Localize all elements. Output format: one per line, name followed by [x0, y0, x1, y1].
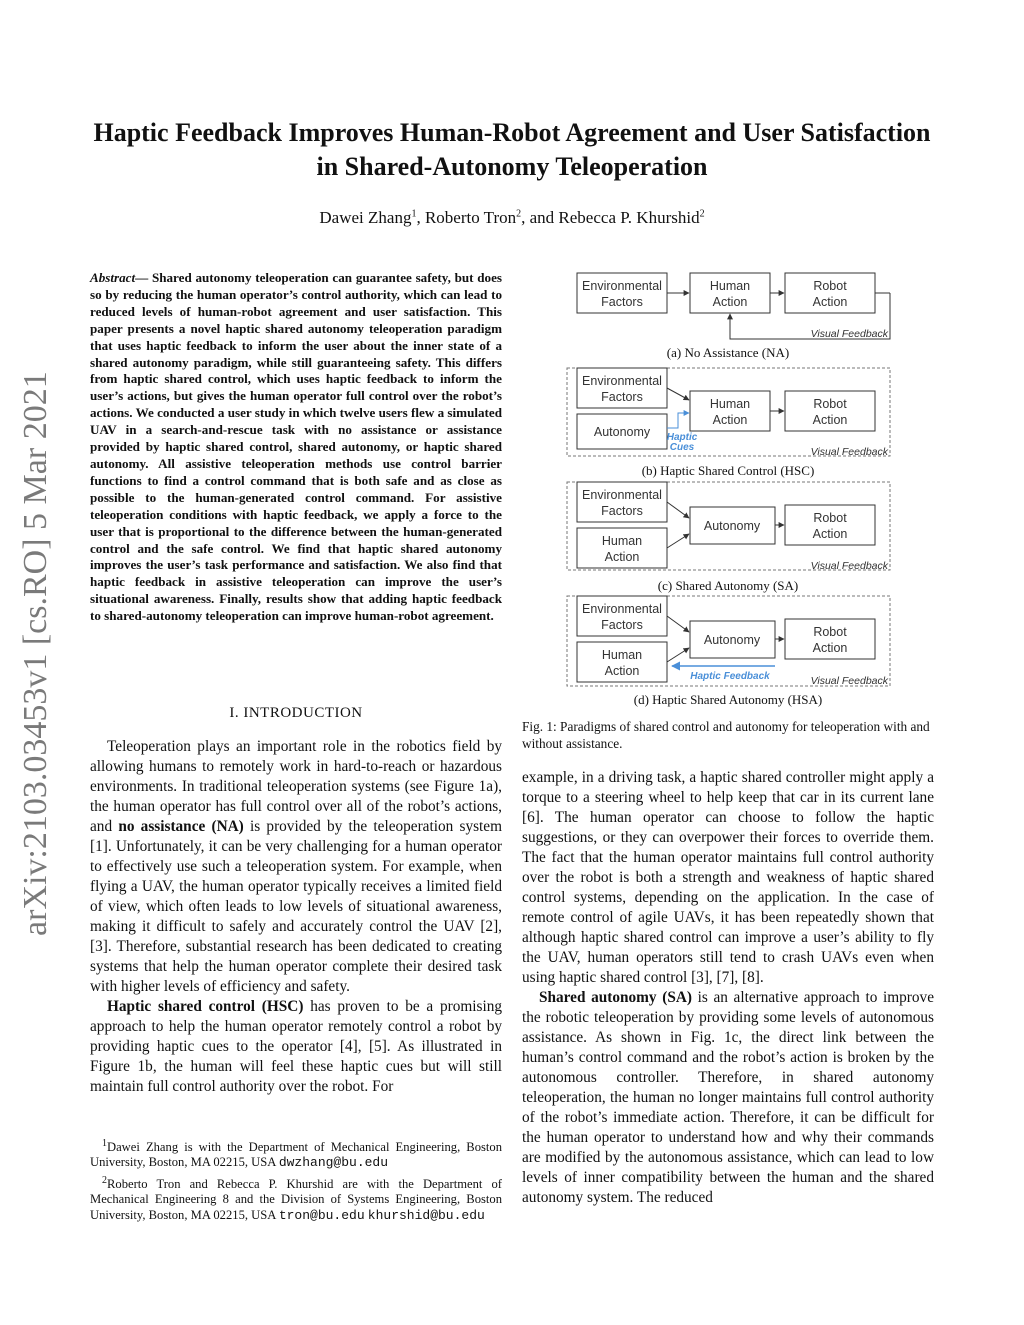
figure-caption	[522, 718, 934, 752]
arxiv-id: arXiv:2103.03453v1 [cs.RO] 5 Mar 2021	[17, 371, 54, 936]
footnote-mark: 1	[102, 1138, 107, 1149]
box-label: Action	[812, 295, 848, 309]
box-label: Action	[712, 413, 748, 427]
paragraph: example, in a driving task, a haptic shared controller might apply a torque to a steering wheel to help keep that car in its current lane [6]. The human operator can choose to follow the haptic suggestions, or they can overpower their forces to override them. The fact that the human operator maintains full control authority over the robot is both a strength and weakness of haptic shared control systems, depending on the application. In the case of remote control of agile UAVs, it has been repeatedly shown that although haptic shared control can improve a user’s ability to fly the UAV, human operators still tend to crash UAVs even when using haptic shared control [3], [7], [8].	[522, 769, 934, 986]
right-column-text	[522, 768, 934, 1208]
text-run: is provided by the teleoperation system [1]. Unfortunately, it can be very challenging for a human operator to effectively use such a teleoperation system. For example, when flying a UAV, the human operator typically receives a limited field of view, which often leads to low levels of situational awareness, making it difficult to safely and accurately control the UAV [2], [3]. Therefore, substantial research has been dedicated to creating systems that help the human operator complete their desired task with higher levels of efficiency and safety.	[90, 818, 502, 995]
section-heading: I. INTRODUCTION	[229, 705, 363, 721]
box-label: Environmental	[582, 488, 662, 502]
box-label: Action	[812, 641, 848, 655]
footnote-mark: 2	[102, 1174, 107, 1186]
affil-mark: 2	[516, 208, 522, 220]
figure-label: Fig. 1:	[522, 719, 557, 734]
arxiv-margin-stamp	[2, 358, 60, 938]
visual-feedback-label: Visual Feedback	[810, 675, 888, 687]
box-label: Action	[604, 664, 640, 678]
paragraph	[522, 988, 934, 1208]
box-label: Factors	[601, 618, 643, 632]
box-label: Human	[709, 279, 751, 293]
diagram-hsc	[567, 368, 890, 478]
paper-title: Haptic Feedback Improves Human-Robot Agreement and User Satisfaction in Shared-Autonomy Teleoperation	[93, 118, 931, 181]
abstract-text: — Shared autonomy teleoperation can guarantee safety, but does so by reducing the human operator’s control authority, which can lead to reduced levels of human-robot agreement and user satisfaction. This paper presents a novel haptic shared autonomy teleoperation paradigm that uses haptic feedback to inform the user about the inner state of a shared autonomy paradigm, while still guaranteeing safety. This differs from haptic shared control, which uses haptic feedback to inform the user’s actions, but gives the human operator full control over the robot’s actions. We conducted a user study in which twelve users flew a simulated UAV in a search-and-rescue task with no assistance or assistance provided by haptic shared control, shared autonomy, or haptic shared autonomy. All assistive teleoperation methods use control barrier functions to find a control command that is both safe and as close as possible to the human-generated control command. For assistive teleoperation conditions with haptic feedback, we apply a force to the user that is proportional to the difference between the human-generated control and the safe control. We find that haptic shared autonomy improves the user’s task performance and satisfaction. We also find that haptic feedback in assistive teleoperation can improve the user’s situational awareness. Finally, results show that adding haptic feedback to shared-autonomy teleoperation can improve human-robot agreement.	[90, 270, 502, 624]
box-label: Action	[712, 295, 748, 309]
box-label: Human	[601, 534, 643, 548]
box-label: Action	[812, 527, 848, 541]
footnote-text: Roberto Tron and Rebecca P. Khurshid are with the Department of Mechanical Engineering 8 and the Division of Systems Engineering, Boston University, Boston, MA 02215, USA	[90, 1176, 502, 1222]
paragraph	[90, 997, 502, 1097]
abstract	[90, 270, 502, 625]
caption-c: (c) Shared Autonomy (SA)	[657, 578, 799, 593]
email[interactable]: khurshid@bu.edu	[367, 1207, 485, 1223]
email[interactable]: dwzhang@bu.edu	[278, 1155, 389, 1171]
visual-feedback-label: Visual Feedback	[810, 446, 888, 458]
footnotes	[90, 1136, 502, 1225]
caption-a: (a) No Assistance (NA)	[666, 345, 790, 360]
abstract-label: Abstract	[90, 270, 136, 285]
author-line: Dawei Zhang$^1$, Roberto Tron$^2$, and Rebecca P. Khurshid$^2$	[319, 208, 705, 227]
box-label: Human	[601, 648, 643, 662]
haptic-cues-label: Haptic	[666, 432, 698, 443]
diagram-sa	[567, 482, 890, 593]
diagram-hsa	[567, 596, 890, 707]
box-label: Action	[604, 550, 640, 564]
box-label: Robot	[813, 397, 847, 411]
term-na: no assistance (NA)	[118, 818, 244, 835]
term-hsc: Haptic shared control (HSC)	[107, 998, 304, 1015]
box-label: Robot	[813, 625, 847, 639]
author-1: Dawei Zhang	[319, 208, 412, 227]
box-label: Autonomy	[593, 425, 651, 439]
box-label: Autonomy	[703, 519, 761, 533]
haptic-cues-label: Cues	[669, 442, 695, 453]
text-run: has proven to be a promising approach to help the human operator remotely control a robot by providing haptic cues to the operator [4], [5]. As illustrated in Figure 1b, the human will feel these haptic cues but will still maintain full control authority over the robot. For	[90, 998, 502, 1095]
caption-d: (d) Haptic Shared Autonomy (HSA)	[633, 692, 823, 707]
visual-feedback-label: Visual Feedback	[810, 328, 888, 340]
affil-mark: 1	[411, 208, 417, 220]
author-2: Roberto Tron	[424, 208, 517, 227]
footnote-1	[90, 1136, 502, 1171]
box-label: Factors	[601, 390, 643, 404]
visual-feedback-label: Visual Feedback	[810, 560, 888, 572]
footnote-2	[90, 1173, 502, 1223]
figure-1-diagrams	[560, 268, 900, 708]
box-label: Robot	[813, 279, 847, 293]
intro-text	[90, 737, 502, 1097]
caption-b: (b) Haptic Shared Control (HSC)	[641, 463, 815, 478]
affil-mark: 2	[699, 208, 705, 220]
box-label: Factors	[601, 504, 643, 518]
text-run: Teleoperation plays an important role in the robotics field by allowing humans to remotely work in hard-to-reach or hazardous environments. In traditional teleoperation systems (see Figure 1a), the human operator has full control over all of the robot’s actions, and	[90, 738, 502, 835]
email[interactable]: tron@bu.edu	[278, 1207, 365, 1223]
box-label: Environmental	[582, 279, 662, 293]
paragraph	[90, 737, 502, 997]
text-run: is an alternative approach to improve the robotic teleoperation by providing some levels of autonomous assistance. As shown in Fig. 1c, the direct link between the human’s control command and the robot’s action is broken by the autonomous controller. Therefore, in shared autonomy teleoperation, the human no longer maintains full control authority of the robot’s immediate action. Therefore, it can be difficult for the human operator to understand how and why their commands are modified by the autonomous assistance, which can lead to low levels of inner compatibility between the human and the shared autonomy system. The reduced	[522, 989, 934, 1206]
box-label: Environmental	[582, 374, 662, 388]
haptic-feedback-label: Haptic Feedback	[690, 671, 770, 682]
box-label: Autonomy	[703, 633, 761, 647]
author-3: and Rebecca P. Khurshid	[529, 208, 700, 227]
box-label: Factors	[601, 295, 643, 309]
box-label: Environmental	[582, 602, 662, 616]
term-sa: Shared autonomy (SA)	[539, 989, 692, 1006]
footnote-text: Dawei Zhang is with the Department of Mechanical Engineering, Boston University, Boston, MA 02215, USA	[90, 1140, 502, 1170]
box-label: Human	[709, 397, 751, 411]
box-label: Action	[812, 413, 848, 427]
diagram-na	[577, 273, 890, 360]
box-label: Robot	[813, 511, 847, 525]
figure-caption-text: Paradigms of shared control and autonomy for teleoperation with and without assistance.	[522, 719, 930, 751]
